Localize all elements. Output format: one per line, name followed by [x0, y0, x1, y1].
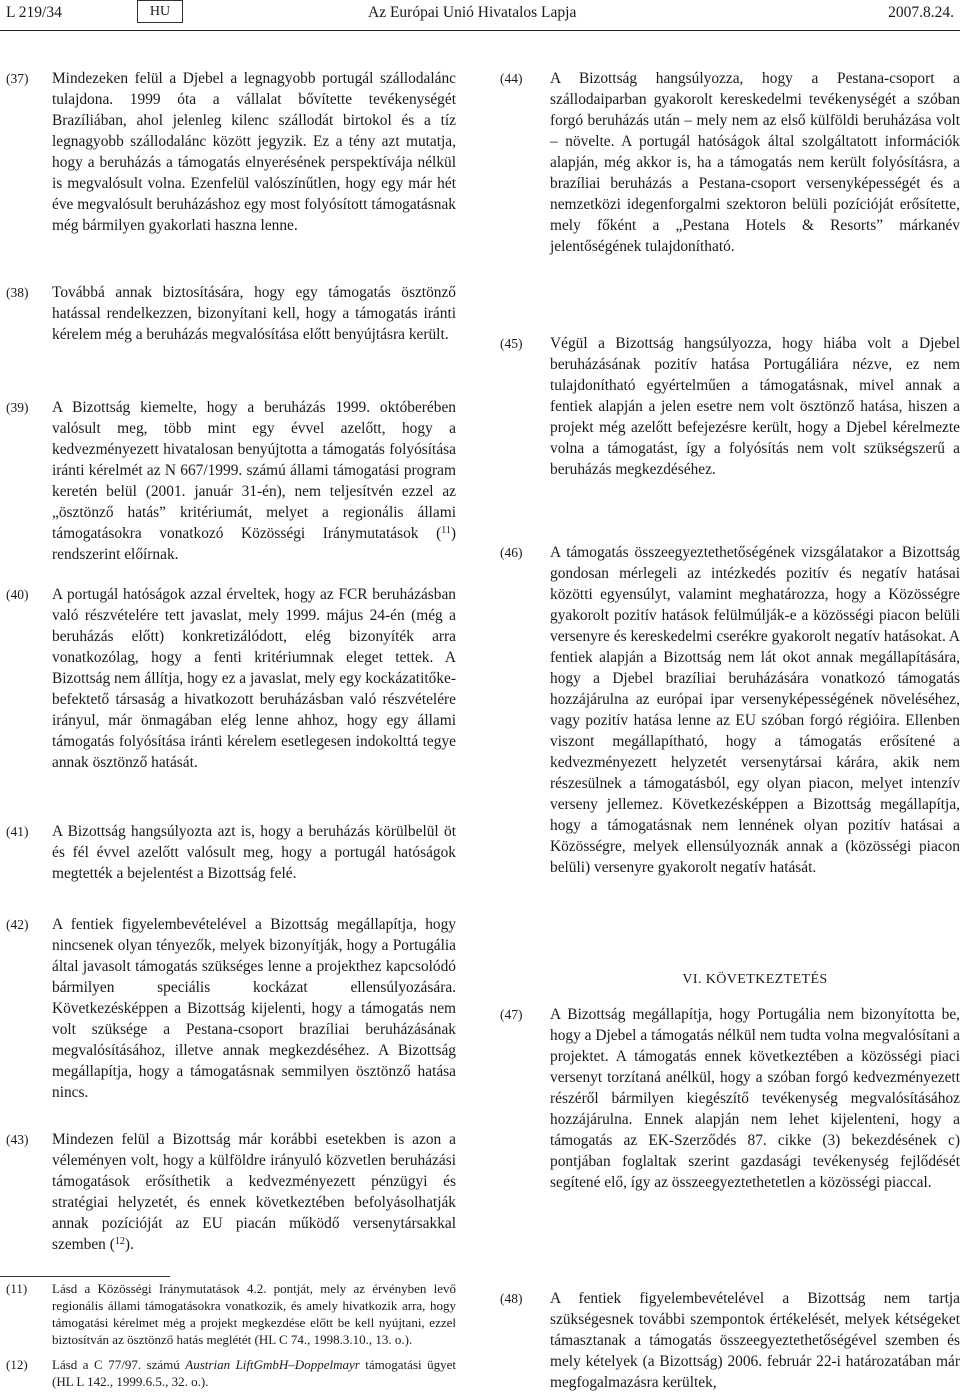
paragraph-37	[0, 68, 456, 236]
footnote-number: (12)	[6, 1357, 28, 1372]
paragraph-47	[500, 1004, 960, 1193]
paragraph-number: (43)	[6, 1132, 29, 1147]
footnote-text-part: támogatási ügyet (HL L 142., 1999.6.5., 32. o.).	[52, 1357, 456, 1389]
paragraph-number: (46)	[500, 545, 523, 560]
page-reference: L 219/34	[6, 4, 62, 21]
section-title: VI. KÖVETKEZTETÉS	[682, 972, 828, 987]
footnote-12	[0, 1356, 458, 1390]
paragraph-39	[0, 397, 456, 565]
footnote-rule	[0, 1276, 170, 1277]
paragraph-text: A Bizottság hangsúlyozta azt is, hogy a beruházás körülbelül öt és fél évvel azelőtt valósult meg, hogy a portugál hatóságok megtették a bejelentést a Bizottság felé.	[52, 823, 456, 882]
language-badge: HU	[137, 0, 183, 23]
footnote-11	[0, 1280, 458, 1348]
paragraph-number: (41)	[6, 824, 29, 839]
paragraph-41	[0, 821, 456, 884]
paragraph-number: (47)	[500, 1007, 523, 1022]
paragraph-number: (37)	[6, 71, 29, 86]
paragraph-text-part: ).	[124, 1236, 134, 1253]
paragraph-45	[500, 333, 960, 480]
paragraph-text: A Bizottság hangsúlyozza, hogy a Pestana-csoport a szállodaiparban gyakorolt kereskedelmi tevékenységét a szóban forgó beruházás után – mely nem az első külföldi beruházása volt – növelte. A portugál hatóságok által szolgáltatott információk alapján, még akkor is, ha a támogatás nem került folyósításra, a brazíliai beruházás a Pestana-csoport versenyképességét és a nemzetközi idegenforgalmi szektoron belüli pozícióját erősítette, mely főként a „Pestana Hotels & Resorts” márkanév jelentőségének tulajdonítható.	[550, 70, 960, 255]
footnote-ref[interactable]: 12	[114, 1236, 125, 1247]
paragraph-number: (44)	[500, 71, 523, 86]
paragraph-text: Mindezeken felül a Djebel a legnagyobb portugál szállodalánc tulajdona. 1999 óta a vállalat bővítette tevékenységét Brazíliában, ahol jelenleg kilenc szállodát birtokol és a tíz legnagyobb szállodalánc között jegyzik. Ez a tény azt mutatja, hogy a beruházás a támogatás elnyerésének perspektívája nélkül is megvalósult volna. Ezenfelül valószínűtlen, hogy egy már hét éve megvalósult beruházáshoz egy most folyósított támogatásnak még bármilyen gyakorlati haszna lenne.	[52, 70, 456, 234]
paragraph-number: (38)	[6, 285, 29, 300]
page-header	[0, 0, 960, 30]
paragraph-number: (40)	[6, 587, 29, 602]
paragraph-40	[0, 584, 456, 773]
footnote-ref[interactable]: 11	[441, 525, 451, 536]
paragraph-text: A Bizottság megállapítja, hogy Portugália nem bizonyította be, hogy a Djebel a támogatás nélkül nem tudta volna megvalósítani a projektet. A támogatás ennek következtében a közösségi piaci versenyt torzítaná anélkül, hogy a szóban forgó kedvezményezett részéről bármilyen kiegészítő tevékenység megvalósításához hozzájárulna. Ennek alapján nem lehet kijelenteni, hogy a támogatás az EK-Szerződés 87. cikke (3) bekezdésének c) pontjában foglaltak szerint gazdasági tevékenység fejlődését segítené elő, így az összeegyeztethetetlen a közösségi piaccal.	[550, 1006, 960, 1191]
paragraph-42	[0, 914, 456, 1103]
paragraph-text	[52, 1129, 456, 1255]
paragraph-text-part: A Bizottság kiemelte, hogy a beruházás 1999. októberében valósult meg, több mint egy évvel azelőtt, hogy a kedvezményezett hivatalosan benyújtotta a támogatás folyósítása iránti kérelmét az N 667/1999. számú állami támogatási program keretén belül (2001. január 31-én), nem teljesítvén ezzel az „ösztönző hatás” kritériumát, melyet a regionális állami támogatásokra vonatkozó Közösségi Iránymutatások (	[52, 399, 456, 542]
paragraph-text: A támogatás összeegyeztethetőségének vizsgálatakor a Bizottság gondosan mérlegeli az intézkedés pozitív és negatív hatásai közötti egyensúlyt, valamint meghatározza, hogy a Közösségre gyakorolt pozitív hatások felülmúlják-e a közösségi piacon belüli versenyre és kereskedelmi cserékre gyakorolt negatív hatásokat. A fentiek alapján a Bizottság nem lát okot annak megállapítására, hogy a Djebel brazíliai beruházására vonatkozó támogatás hozzájárulna az európai ipar versenyképességének növeléséhez, vagy pozitív hatása lenne az EU szóban forgó régióira. Ellenben viszont megállapítható, hogy a támogatás erősítené a kedvezményezett helyzetét versenytársai kárára, akik nem részesülnek a támogatásból, egy olyan piacon, melyet intenzív verseny jellemez. Következésképpen a Bizottság megállapítja, hogy a támogatásnak nem lennének olyan pozitív hatásai a Közösségre, melyek ellensúlyoznák annak a (közösségi piacon belüli) versenyre gyakorolt negatív hatását.	[550, 544, 960, 876]
footnote-text	[52, 1356, 456, 1390]
paragraph-48	[500, 1288, 960, 1393]
footnote-text-part: Lásd a C 77/97. számú	[52, 1357, 186, 1372]
paragraph-text: A fentiek figyelembevételével a Bizottság megállapítja, hogy nincsenek olyan tényezők, melyek bizonyítják, hogy a Portugália által javasolt támogatás szükséges lenne a projekthez kapcsolódó bármilyen speciális kockázat ellensúlyozására. Következésképpen a Bizottság kijelenti, hogy a támogatás nem volt szüksége a Pestana-csoport brazíliai beruházásának megvalósításához, illetve annak megkezdéséhez. A Bizottság megállapítja, hogy a támogatásnak semmilyen ösztönző hatása nincs.	[52, 916, 456, 1101]
footnote-text: Lásd a Közösségi Iránymutatások 4.2. pontját, mely az érvényben levő regionális állami támogatásokra vonatkozik, és amely hivatkozik arra, hogy támogatási kérelmet még a projekt megkezdése előtt be kell nyújtani, ezzel biztosítván az ösztönző hatás meglétét (HL C 74., 1998.3.10., 13. o.).	[52, 1281, 456, 1347]
case-name: Austrian LiftGmbH–Doppelmayr	[185, 1357, 360, 1372]
journal-title: Az Európai Unió Hivatalos Lapja	[368, 4, 577, 21]
paragraph-44	[500, 68, 960, 257]
paragraph-text: Továbbá annak biztosítására, hogy egy támogatás ösztönző hatással rendelkezzen, bizonyítani kell, hogy a támogatás iránti kérelem még a beruházás megvalósítása előtt benyújtásra került.	[52, 284, 456, 343]
paragraph-number: (45)	[500, 336, 523, 351]
paragraph-46	[500, 542, 960, 878]
paragraph-text-part: ) rendszerint előírnak.	[52, 525, 456, 563]
paragraph-43	[0, 1129, 456, 1255]
paragraph-text: Végül a Bizottság hangsúlyozza, hogy hiába volt a Djebel beruházásának pozitív hatása Portugáliára nézve, ez nem tulajdonítható egyértelműen a támogatásnak, mivel annak a fentiek alapján a jelen esetre nem volt ösztönző hatása, hiszen a projekt még azelőtt befejezésre került, hogy a Djebel kérelmezte volna a támogatást, így a folyósítás nem volt szükségszerű a beruházás megkezdéséhez.	[550, 335, 960, 478]
paragraph-text-part: Mindezen felül a Bizottság már korábbi esetekben is azon a véleményen volt, hogy a külföldre irányuló közvetlen beruházási támogatások erősíthetik a kedvezményezett pénzügyi és stratégiai helyzetét, és ennek következtében befolyásolhatják annak pozícióját az EU piacán működő versenytársakkal szemben (	[52, 1131, 456, 1253]
publication-date: 2007.8.24.	[888, 4, 954, 21]
header-rule	[0, 30, 960, 31]
paragraph-38	[0, 282, 456, 345]
paragraph-text	[52, 397, 456, 565]
paragraph-text: A fentiek figyelembevételével a Bizottság nem tartja szükségesnek további szempontok értékelését, melyek kétségeket támasztanak a támogatás összeegyeztethetőségével szemben és mely kételyek (a Bizottság) 2006. február 22-i határozatában már megfogalmazásra kerültek,	[550, 1290, 960, 1391]
footnote-number: (11)	[6, 1281, 28, 1296]
paragraph-text: A portugál hatóságok azzal érveltek, hogy az FCR beruházásban való részvételére tett javaslat, mely 1999. május 24-én (még a beruházás előtt) konkretizálódott, elég bizonyíték arra vonatkozólag, hogy a fenti kritériumnak eleget tettek. A Bizottság nem állítja, hogy ez a javaslat, mely egy kockázatitőke-befektető társaság a hivatkozott beruházásban való részvételére irányul, már önmagában elég lenne ahhoz, hogy egy állami támogatás folyósítása iránti kérelem esetlegesen indokolttá tegye annak ösztönző hatását.	[52, 586, 456, 771]
paragraph-number: (48)	[500, 1291, 523, 1306]
paragraph-number: (39)	[6, 400, 29, 415]
paragraph-number: (42)	[6, 917, 29, 932]
